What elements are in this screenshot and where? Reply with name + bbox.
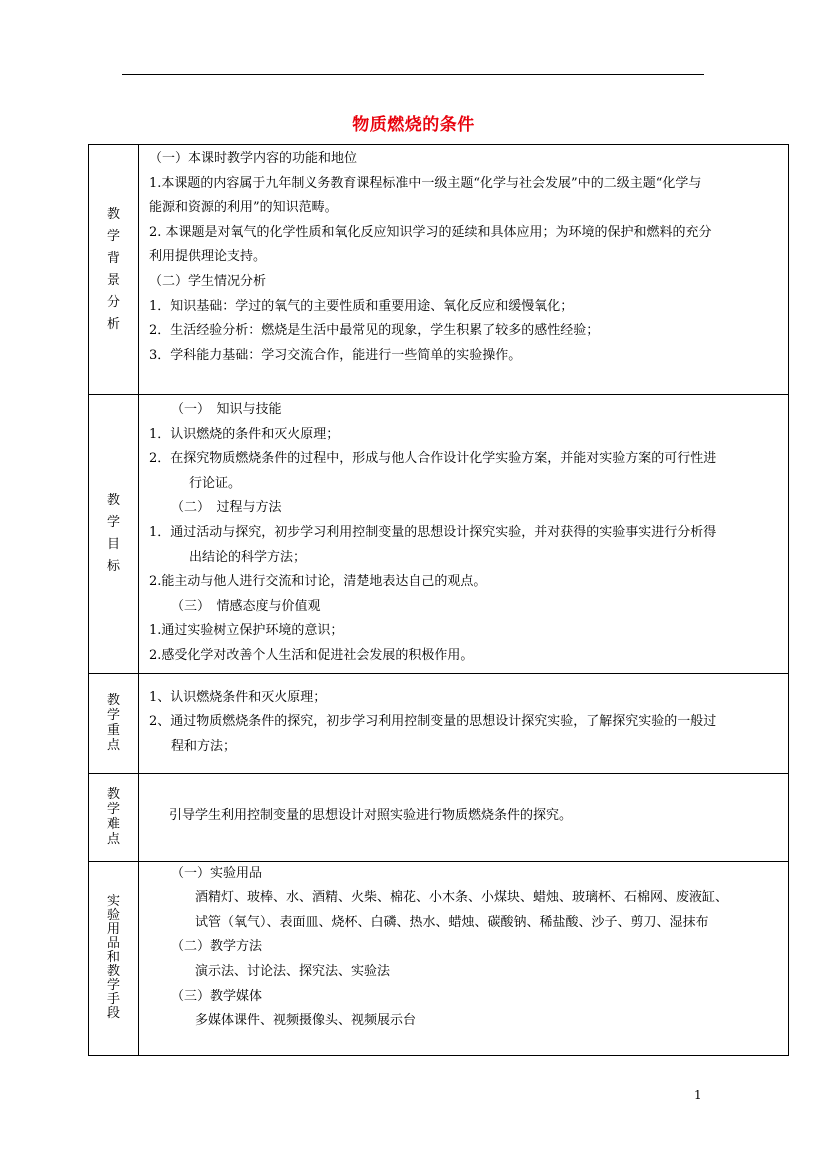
content-line: （三）教学媒体 (171, 988, 263, 1004)
section-label: 实验用品和教学手段 (106, 894, 120, 1022)
section-content-cell (139, 395, 789, 674)
content-line: 程和方法； (171, 738, 237, 754)
content-line: 2.能主动与他人进行交流和讨论，清楚地表达自己的观点。 (149, 574, 487, 590)
content-line: 2．生活经验分析：燃烧是生活中最常见的现象，学生积累了较多的感性经验； (149, 323, 600, 339)
content-line: 1．认识燃烧的条件和灭火原理； (149, 426, 340, 442)
section-label: 教学背景分析 (106, 206, 120, 332)
section-row-difficulties (89, 773, 789, 861)
content-line: 试管（氧气）、表面皿、烧杯、白磷、热水、蜡烛、碳酸钠、稀盐酸、沙子、剪刀、湿抹布 (195, 914, 709, 930)
content-line: 1、认识燃烧条件和灭火原理； (149, 689, 327, 705)
section-label-cell (89, 861, 139, 1055)
content-line: 2. 本课题是对氧气的化学性质和氧化反应知识学习的延续和具体应用；为环境的保护和燃料的充分 (149, 224, 712, 240)
content-line: 3．学科能力基础：学习交流合作，能进行一些简单的实验操作。 (149, 347, 522, 363)
section-row-background (89, 145, 789, 395)
section-label-cell (89, 773, 139, 861)
lesson-plan-table (88, 144, 789, 1056)
content-line: 多媒体课件、视频摄像头、视频展示台 (195, 1013, 417, 1029)
section-content-cell (139, 861, 789, 1055)
content-line: 2.感受化学对改善个人生活和促进社会发展的积极作用。 (149, 647, 474, 663)
section-row-key-points (89, 673, 789, 773)
section-row-materials (89, 861, 789, 1055)
section-content-cell (139, 673, 789, 773)
section-label: 教学重点 (106, 693, 120, 754)
content-line: 出结论的科学方法； (189, 549, 307, 565)
content-line: 行论证。 (189, 475, 242, 491)
content-line: （一）实验用品 (171, 865, 263, 881)
section-label: 教学难点 (106, 787, 120, 848)
content-line: 利用提供理论支持。 (149, 249, 267, 265)
page-title: 物质燃烧的条件 (352, 115, 475, 135)
content-line: （一） 知识与技能 (171, 402, 282, 417)
content-line: （三） 情感态度与价值观 (171, 598, 321, 614)
content-line: 引导学生利用控制变量的思想设计对照实验进行物质燃烧条件的探究。 (169, 808, 573, 824)
content-line: 2、通过物质燃烧条件的探究，初步学习利用控制变量的思想设计探究实验，了解探究实验的一般过 (149, 714, 717, 730)
page-number: 1 (694, 1088, 702, 1102)
section-label-cell (89, 673, 139, 773)
content-line: 1．通过活动与探究，初步学习利用控制变量的思想设计探究实验，并对获得的实验事实进行分析得 (149, 524, 717, 540)
content-line: 能源和资源的利用”的知识范畴。 (149, 200, 338, 216)
content-line: 1.本课题的内容属于九年制义务教育课程标准中一级主题“化学与社会发展”中的二级主题“化学与 (149, 175, 702, 191)
content-line: 1．知识基础：学过的氧气的主要性质和重要用途、氧化反应和缓慢氧化； (149, 298, 574, 314)
section-content-cell (139, 773, 789, 861)
content-line: 酒精灯、玻棒、水、酒精、火柴、棉花、小木条、小煤块、蜡烛、玻璃杯、石棉网、废液缸、 (195, 890, 729, 906)
content-line: 2．在探究物质燃烧条件的过程中，形成与他人合作设计化学实验方案，并能对实验方案的可行性进 (149, 451, 717, 467)
content-line: （一）本课时教学内容的功能和地位 (149, 151, 358, 166)
section-label: 教学目标 (106, 492, 120, 574)
section-label-cell (89, 395, 139, 674)
content-line: 1.通过实验树立保护环境的意识； (149, 623, 344, 639)
content-line: （二）教学方法 (171, 939, 263, 955)
section-label-cell (89, 145, 139, 395)
content-line: 演示法、讨论法、探究法、实验法 (195, 963, 391, 979)
content-line: （二） 过程与方法 (171, 500, 282, 516)
section-row-objectives (89, 395, 789, 674)
content-line: （二）学生情况分析 (149, 273, 267, 289)
header-rule (122, 74, 704, 75)
section-content-cell (139, 145, 789, 395)
